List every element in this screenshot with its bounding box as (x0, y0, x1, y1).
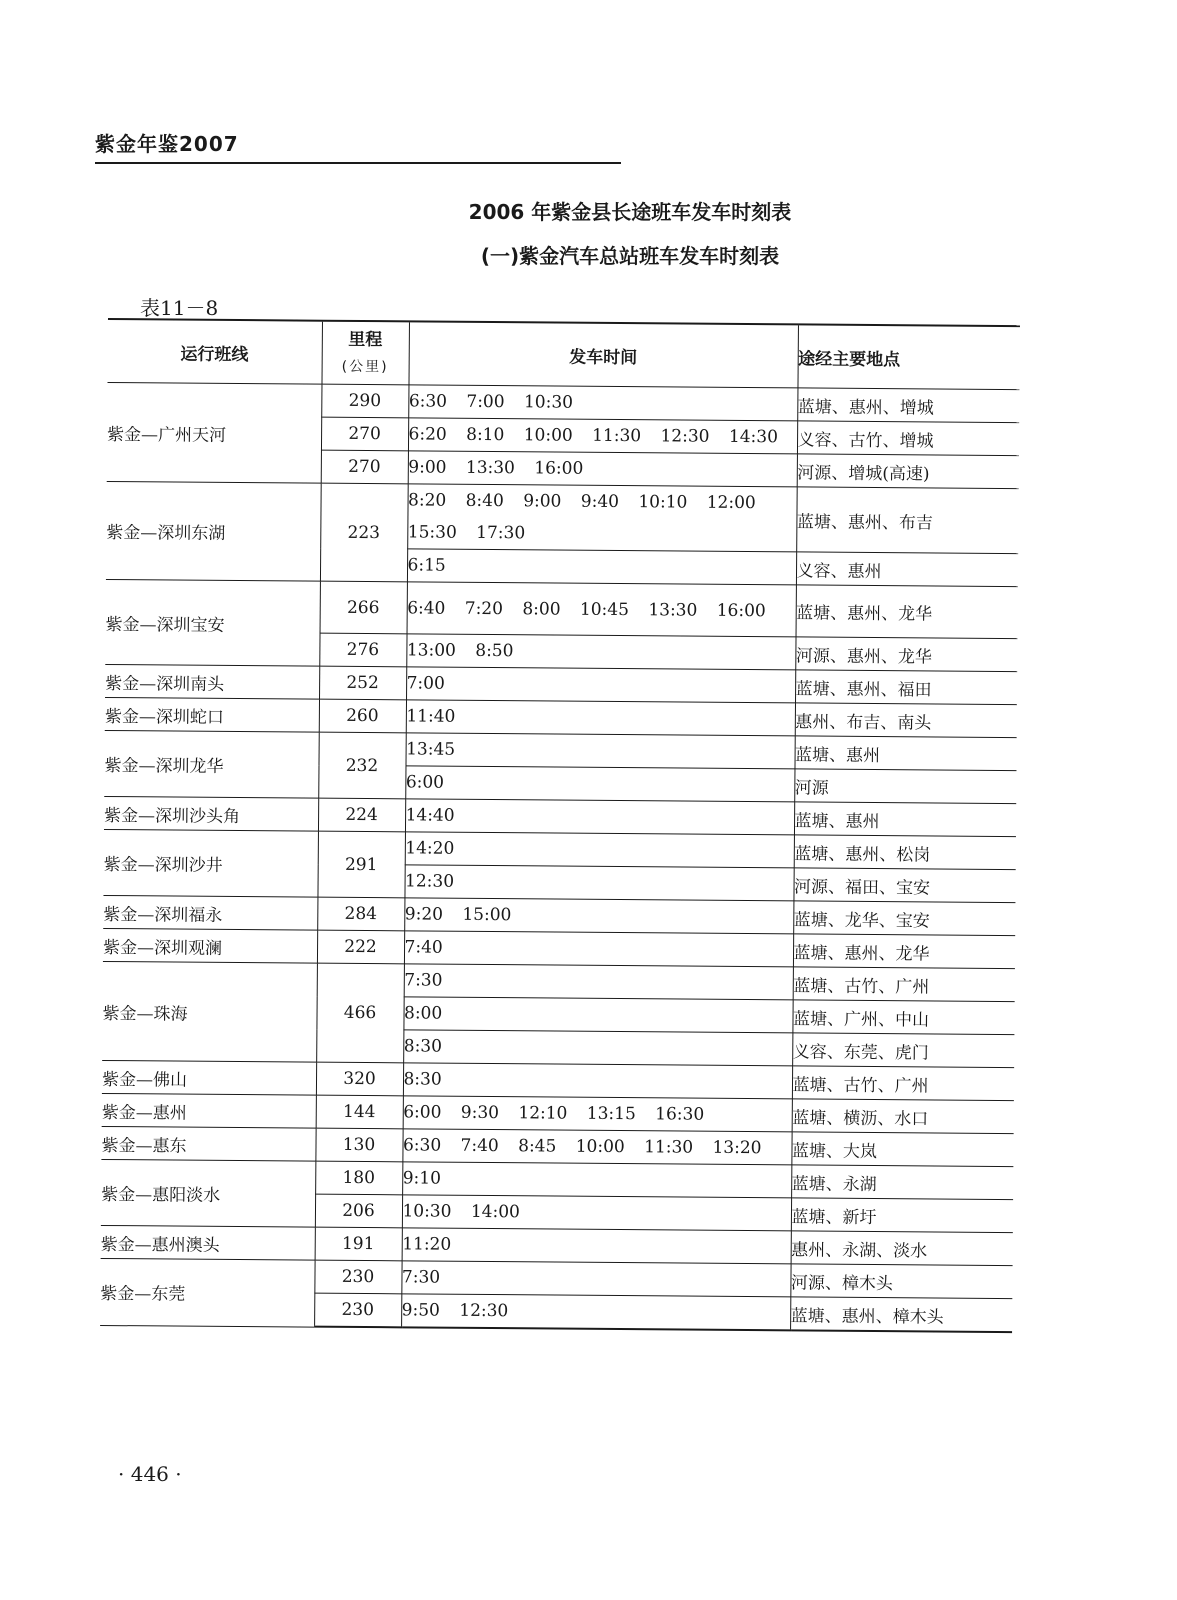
via-cell: 蓝塘、广州、中山 (792, 1000, 1014, 1035)
via-cell: 蓝塘、惠州、增城 (797, 388, 1019, 423)
distance-cell: 206 (315, 1194, 402, 1228)
route-cell: 紫金—惠州澳头 (101, 1225, 315, 1260)
table-row (107, 382, 1019, 422)
via-cell: 蓝塘、古竹、广州 (793, 967, 1015, 1002)
via-cell: 蓝塘、惠州、龙华 (796, 585, 1018, 639)
distance-cell: 276 (319, 633, 406, 667)
via-cell: 蓝塘、新圩 (791, 1198, 1013, 1233)
header-via: 途经主要地点 (797, 324, 1019, 389)
via-cell: 蓝塘、惠州、福田 (795, 670, 1017, 705)
schedule-table-wrapper (100, 318, 1020, 1333)
route-cell: 紫金—深圳东湖 (106, 481, 321, 581)
distance-cell: 230 (314, 1260, 401, 1294)
via-cell: 河源 (794, 769, 1016, 804)
times-cell: 13:45 (405, 733, 794, 769)
via-cell: 蓝塘、惠州、松岗 (794, 835, 1016, 870)
route-cell: 紫金—惠阳淡水 (101, 1159, 316, 1227)
via-cell: 蓝塘、惠州、樟木头 (790, 1297, 1012, 1332)
distance-cell: 266 (320, 581, 407, 634)
table-row (100, 1258, 1012, 1298)
times-cell: 6:00 9:30 12:10 13:15 16:30 (403, 1096, 792, 1132)
page-title: 2006 年紫金县长途班车发车时刻表 (468, 200, 792, 224)
via-cell: 蓝塘、惠州 (794, 802, 1016, 837)
distance-cell: 224 (318, 798, 405, 832)
header-route: 运行班线 (107, 319, 321, 384)
times-cell: 7:00 (406, 667, 795, 703)
via-cell: 蓝塘、永湖 (791, 1165, 1013, 1200)
schedule-table (100, 318, 1020, 1333)
times-cell: 7:30 (404, 964, 793, 1000)
times-cell: 8:30 (403, 1063, 792, 1099)
header-distance-label: 里程 (348, 329, 383, 350)
page-number: · 446 · (118, 1462, 182, 1486)
times-cell: 8:00 (403, 997, 792, 1033)
times-cell: 6:00 (405, 766, 794, 802)
times-cell: 9:50 12:30 (401, 1294, 790, 1331)
times-cell: 10:30 14:00 (402, 1195, 791, 1231)
via-cell: 蓝塘、古竹、广州 (792, 1066, 1014, 1101)
route-cell: 紫金—珠海 (102, 961, 317, 1062)
times-cell: 8:20 8:40 9:00 9:40 10:10 12:00 15:30 17:30 (407, 484, 796, 552)
via-cell: 河源、福田、宝安 (793, 868, 1015, 903)
via-cell: 惠州、永湖、淡水 (791, 1231, 1013, 1266)
table-row (101, 1159, 1013, 1199)
times-cell: 13:00 8:50 (406, 634, 795, 670)
times-cell: 9:20 15:00 (404, 898, 793, 934)
times-cell: 9:10 (402, 1162, 791, 1198)
distance-cell: 466 (316, 963, 404, 1063)
via-cell: 义容、古竹、增城 (797, 421, 1019, 456)
distance-cell: 252 (319, 666, 406, 700)
section-title: (一)紫金汽车总站班车发车时刻表 (480, 244, 780, 268)
table-number: 表11－8 (140, 296, 219, 320)
route-cell: 紫金—深圳宝安 (105, 579, 320, 666)
via-cell: 蓝塘、惠州、布吉 (796, 487, 1019, 554)
times-cell: 6:15 (407, 549, 796, 585)
distance-cell: 270 (321, 417, 408, 451)
distance-cell: 270 (321, 450, 408, 484)
via-cell: 蓝塘、龙华、宝安 (793, 901, 1015, 936)
distance-cell: 260 (319, 699, 406, 733)
distance-cell: 144 (316, 1095, 403, 1129)
header-distance (321, 321, 408, 385)
route-cell: 紫金—深圳沙头角 (104, 796, 318, 831)
via-cell: 义容、东莞、虎门 (792, 1033, 1014, 1068)
route-cell: 紫金—佛山 (102, 1060, 316, 1095)
times-cell: 6:40 7:20 8:00 10:45 13:30 16:00 (407, 582, 796, 637)
route-cell: 紫金—东莞 (100, 1258, 315, 1326)
times-cell: 14:40 (405, 799, 794, 835)
header-rule (95, 162, 621, 164)
times-cell: 9:00 13:30 16:00 (408, 451, 797, 487)
times-cell: 11:40 (406, 700, 795, 736)
route-cell: 紫金—深圳福永 (103, 895, 317, 930)
times-cell: 14:20 (405, 832, 794, 868)
distance-cell: 130 (315, 1128, 402, 1162)
header-distance-unit: (公里) (341, 358, 389, 375)
times-cell: 6:20 8:10 10:00 11:30 12:30 14:30 (408, 418, 797, 454)
table-row (103, 961, 1015, 1001)
via-cell: 蓝塘、大岚 (791, 1132, 1013, 1167)
times-cell: 6:30 7:40 8:45 10:00 11:30 13:20 (402, 1129, 791, 1165)
times-cell: 7:30 (401, 1261, 790, 1297)
distance-cell: 290 (321, 384, 408, 418)
distance-cell: 232 (318, 732, 406, 799)
table-row (106, 481, 1018, 553)
times-cell: 11:20 (402, 1228, 791, 1264)
via-cell: 蓝塘、惠州 (794, 736, 1016, 771)
table-header-row (107, 319, 1019, 390)
running-head: 紫金年鉴2007 (95, 132, 239, 156)
distance-cell: 320 (316, 1062, 403, 1096)
distance-cell: 230 (314, 1293, 401, 1327)
distance-cell: 191 (315, 1227, 402, 1261)
via-cell: 蓝塘、横沥、水口 (792, 1099, 1014, 1134)
header-times: 发车时间 (408, 321, 797, 388)
distance-cell: 291 (317, 831, 405, 898)
table-row (104, 829, 1016, 869)
times-cell: 12:30 (404, 865, 793, 901)
table-row (106, 579, 1018, 638)
route-cell: 紫金—惠州 (102, 1093, 316, 1128)
via-cell: 河源、樟木头 (790, 1264, 1012, 1299)
route-cell: 紫金—广州天河 (107, 382, 322, 483)
via-cell: 惠州、布吉、南头 (795, 703, 1017, 738)
via-cell: 蓝塘、惠州、龙华 (793, 934, 1015, 969)
times-cell: 8:30 (403, 1030, 792, 1066)
via-cell: 义容、惠州 (796, 552, 1018, 587)
via-cell: 河源、惠州、龙华 (795, 637, 1017, 672)
route-cell: 紫金—惠东 (101, 1126, 315, 1161)
distance-cell: 223 (320, 483, 408, 582)
distance-cell: 180 (315, 1161, 402, 1195)
times-cell: 7:40 (404, 931, 793, 967)
route-cell: 紫金—深圳蛇口 (105, 697, 319, 732)
route-cell: 紫金—深圳观澜 (103, 928, 317, 963)
distance-cell: 284 (317, 897, 404, 931)
table-row (105, 730, 1017, 770)
via-cell: 河源、增城(高速) (797, 454, 1019, 489)
times-cell: 6:30 7:00 10:30 (408, 385, 797, 421)
distance-cell: 222 (317, 930, 404, 964)
route-cell: 紫金—深圳沙井 (103, 829, 318, 897)
route-cell: 紫金—深圳龙华 (104, 730, 319, 798)
route-cell: 紫金—深圳南头 (105, 664, 319, 699)
